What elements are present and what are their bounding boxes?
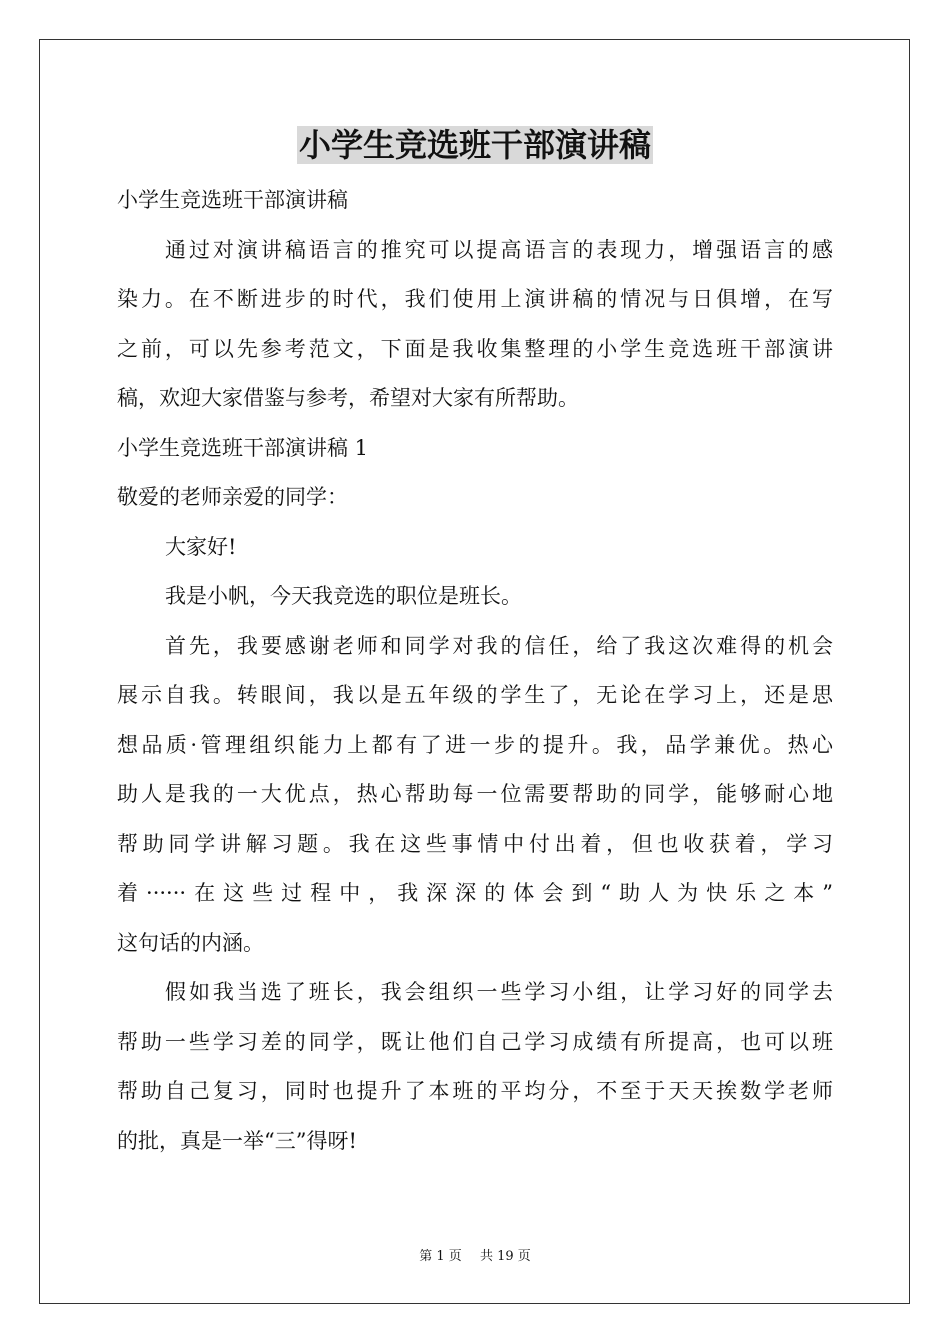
document-subtitle: 小学生竞选班干部演讲稿	[117, 188, 348, 212]
page-total: 共 19 页	[479, 1249, 531, 1264]
paragraph-line: 展示自我。转眼间，我以是五年级的学生了，无论在学习上，还是思	[117, 683, 833, 707]
page-footer	[0, 1248, 950, 1266]
greeting: 大家好!	[165, 534, 237, 559]
self-intro: 我是小帆，今天我竞选的职位是班长。	[165, 584, 522, 608]
salutation: 敬爱的老师亲爱的同学：	[117, 485, 348, 509]
intro-line: 通过对演讲稿语言的推究可以提高语言的表现力，增强语言的感	[165, 237, 833, 262]
page-number: 第 1 页	[419, 1249, 462, 1264]
paragraph-1	[117, 622, 833, 969]
intro-line: 之前，可以先参考范文，下面是我收集整理的小学生竞选班干部演讲	[117, 336, 833, 361]
paragraph-line: 的批，真是一举“三”得呀!	[117, 1128, 357, 1153]
paragraph-line: 假如我当选了班长，我会组织一些学习小组，让学习好的同学去	[165, 980, 833, 1004]
paragraph-line: 帮助自己复习，同时也提升了本班的平均分，不至于天天挨数学老师	[117, 1079, 833, 1103]
paragraph-line: 这句话的内涵。	[117, 930, 264, 955]
paragraph-line: 首先，我要感谢老师和同学对我的信任，给了我这次难得的机会	[165, 633, 833, 658]
paragraph-2	[117, 968, 833, 1166]
section-heading: 小学生竞选班干部演讲稿 1	[117, 435, 369, 460]
paragraph-line: 助人是我的一大优点，热心帮助每一位需要帮助的同学，能够耐心地	[117, 782, 833, 806]
document-title-text: 小学生竞选班干部演讲稿	[298, 126, 651, 164]
document-title	[0, 123, 950, 167]
intro-line: 稿，欢迎大家借鉴与参考，希望对大家有所帮助。	[117, 386, 579, 410]
document-body	[117, 176, 833, 1166]
paragraph-line: 帮助同学讲解习题。我在这些事情中付出着，但也收获着，学习	[117, 831, 833, 856]
paragraph-line: 帮助一些学习差的同学，既让他们自己学习成绩有所提高，也可以班	[117, 1029, 833, 1054]
intro-paragraph	[117, 226, 833, 424]
paragraph-line: 着······在这些过程中，我深深的体会到“助人为快乐之本”	[117, 881, 833, 905]
paragraph-line: 想品质·管理组织能力上都有了进一步的提升。我，品学兼优。热心	[117, 732, 833, 757]
intro-line: 染力。在不断进步的时代，我们使用上演讲稿的情况与日俱增，在写	[117, 287, 833, 311]
